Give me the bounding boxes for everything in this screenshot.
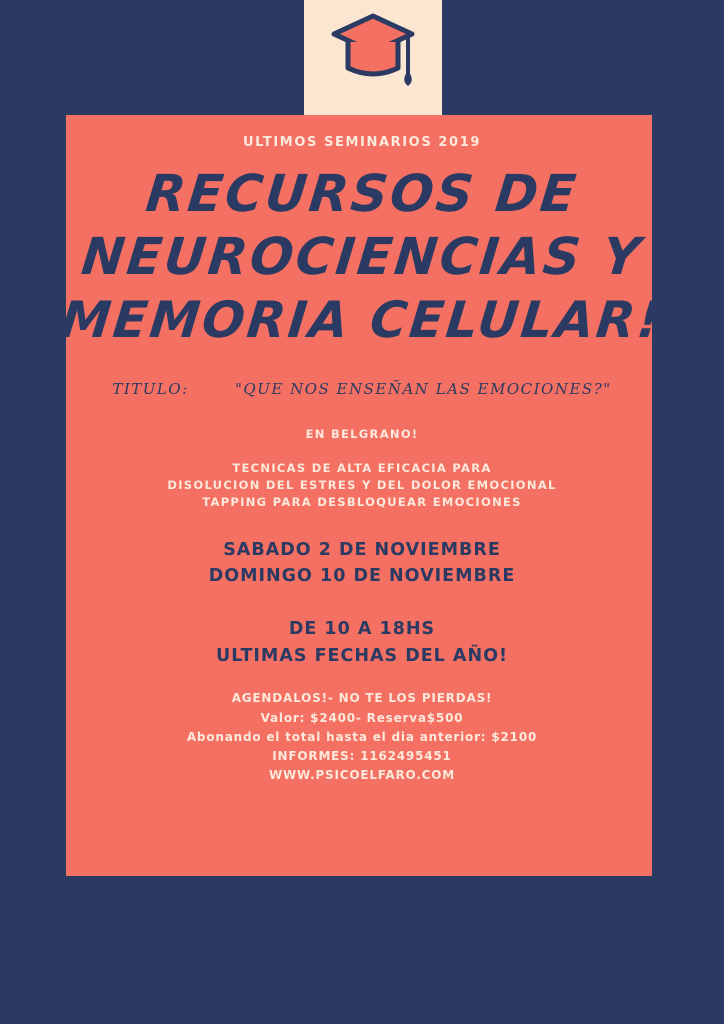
- website-link[interactable]: WWW.PSICOELFARO.COM: [268, 768, 456, 782]
- title-line-2: NEUROCIENCIAS Y: [78, 228, 646, 287]
- info-line-price: Valor: $2400- Reserva$500: [260, 711, 464, 725]
- icon-tab: [304, 0, 442, 116]
- location-text: EN BELGRANO!: [305, 427, 419, 441]
- info-line-discount: Abonando el total hasta el dia anterior: $2100: [186, 730, 538, 744]
- titulo-row: [0, 380, 724, 398]
- schedule-line-1: DE 10 A 18HS: [288, 619, 436, 639]
- seminar-subtitle: ULTIMOS SEMINARIOS 2019: [243, 135, 481, 150]
- schedule-line-2: ULTIMAS FECHAS DEL AÑO!: [216, 646, 508, 666]
- info-line-phone: INFORMES: 1162495451: [272, 749, 452, 763]
- titulo-text: "QUE NOS ENSEÑAN LAS EMOCIONES?": [235, 380, 612, 398]
- technique-line-1: TECNICAS DE ALTA EFICACIA PARA: [232, 461, 492, 475]
- graduation-cap-icon: [328, 10, 418, 92]
- titulo-label: TITULO:: [112, 380, 189, 398]
- date-line-1: SABADO 2 DE NOVIEMBRE: [223, 540, 501, 560]
- technique-line-2: DISOLUCION DEL ESTRES Y DEL DOLOR EMOCIONAL: [167, 478, 557, 492]
- title-line-1: RECURSOS DE: [143, 165, 581, 224]
- technique-line-3: TAPPING PARA DESBLOQUEAR EMOCIONES: [202, 495, 522, 509]
- info-line-agenda: AGENDALOS!- NO TE LOS PIERDAS!: [231, 691, 493, 705]
- date-line-2: DOMINGO 10 DE NOVIEMBRE: [208, 566, 516, 586]
- title-line-3: MEMORIA CELULAR!: [58, 291, 666, 349]
